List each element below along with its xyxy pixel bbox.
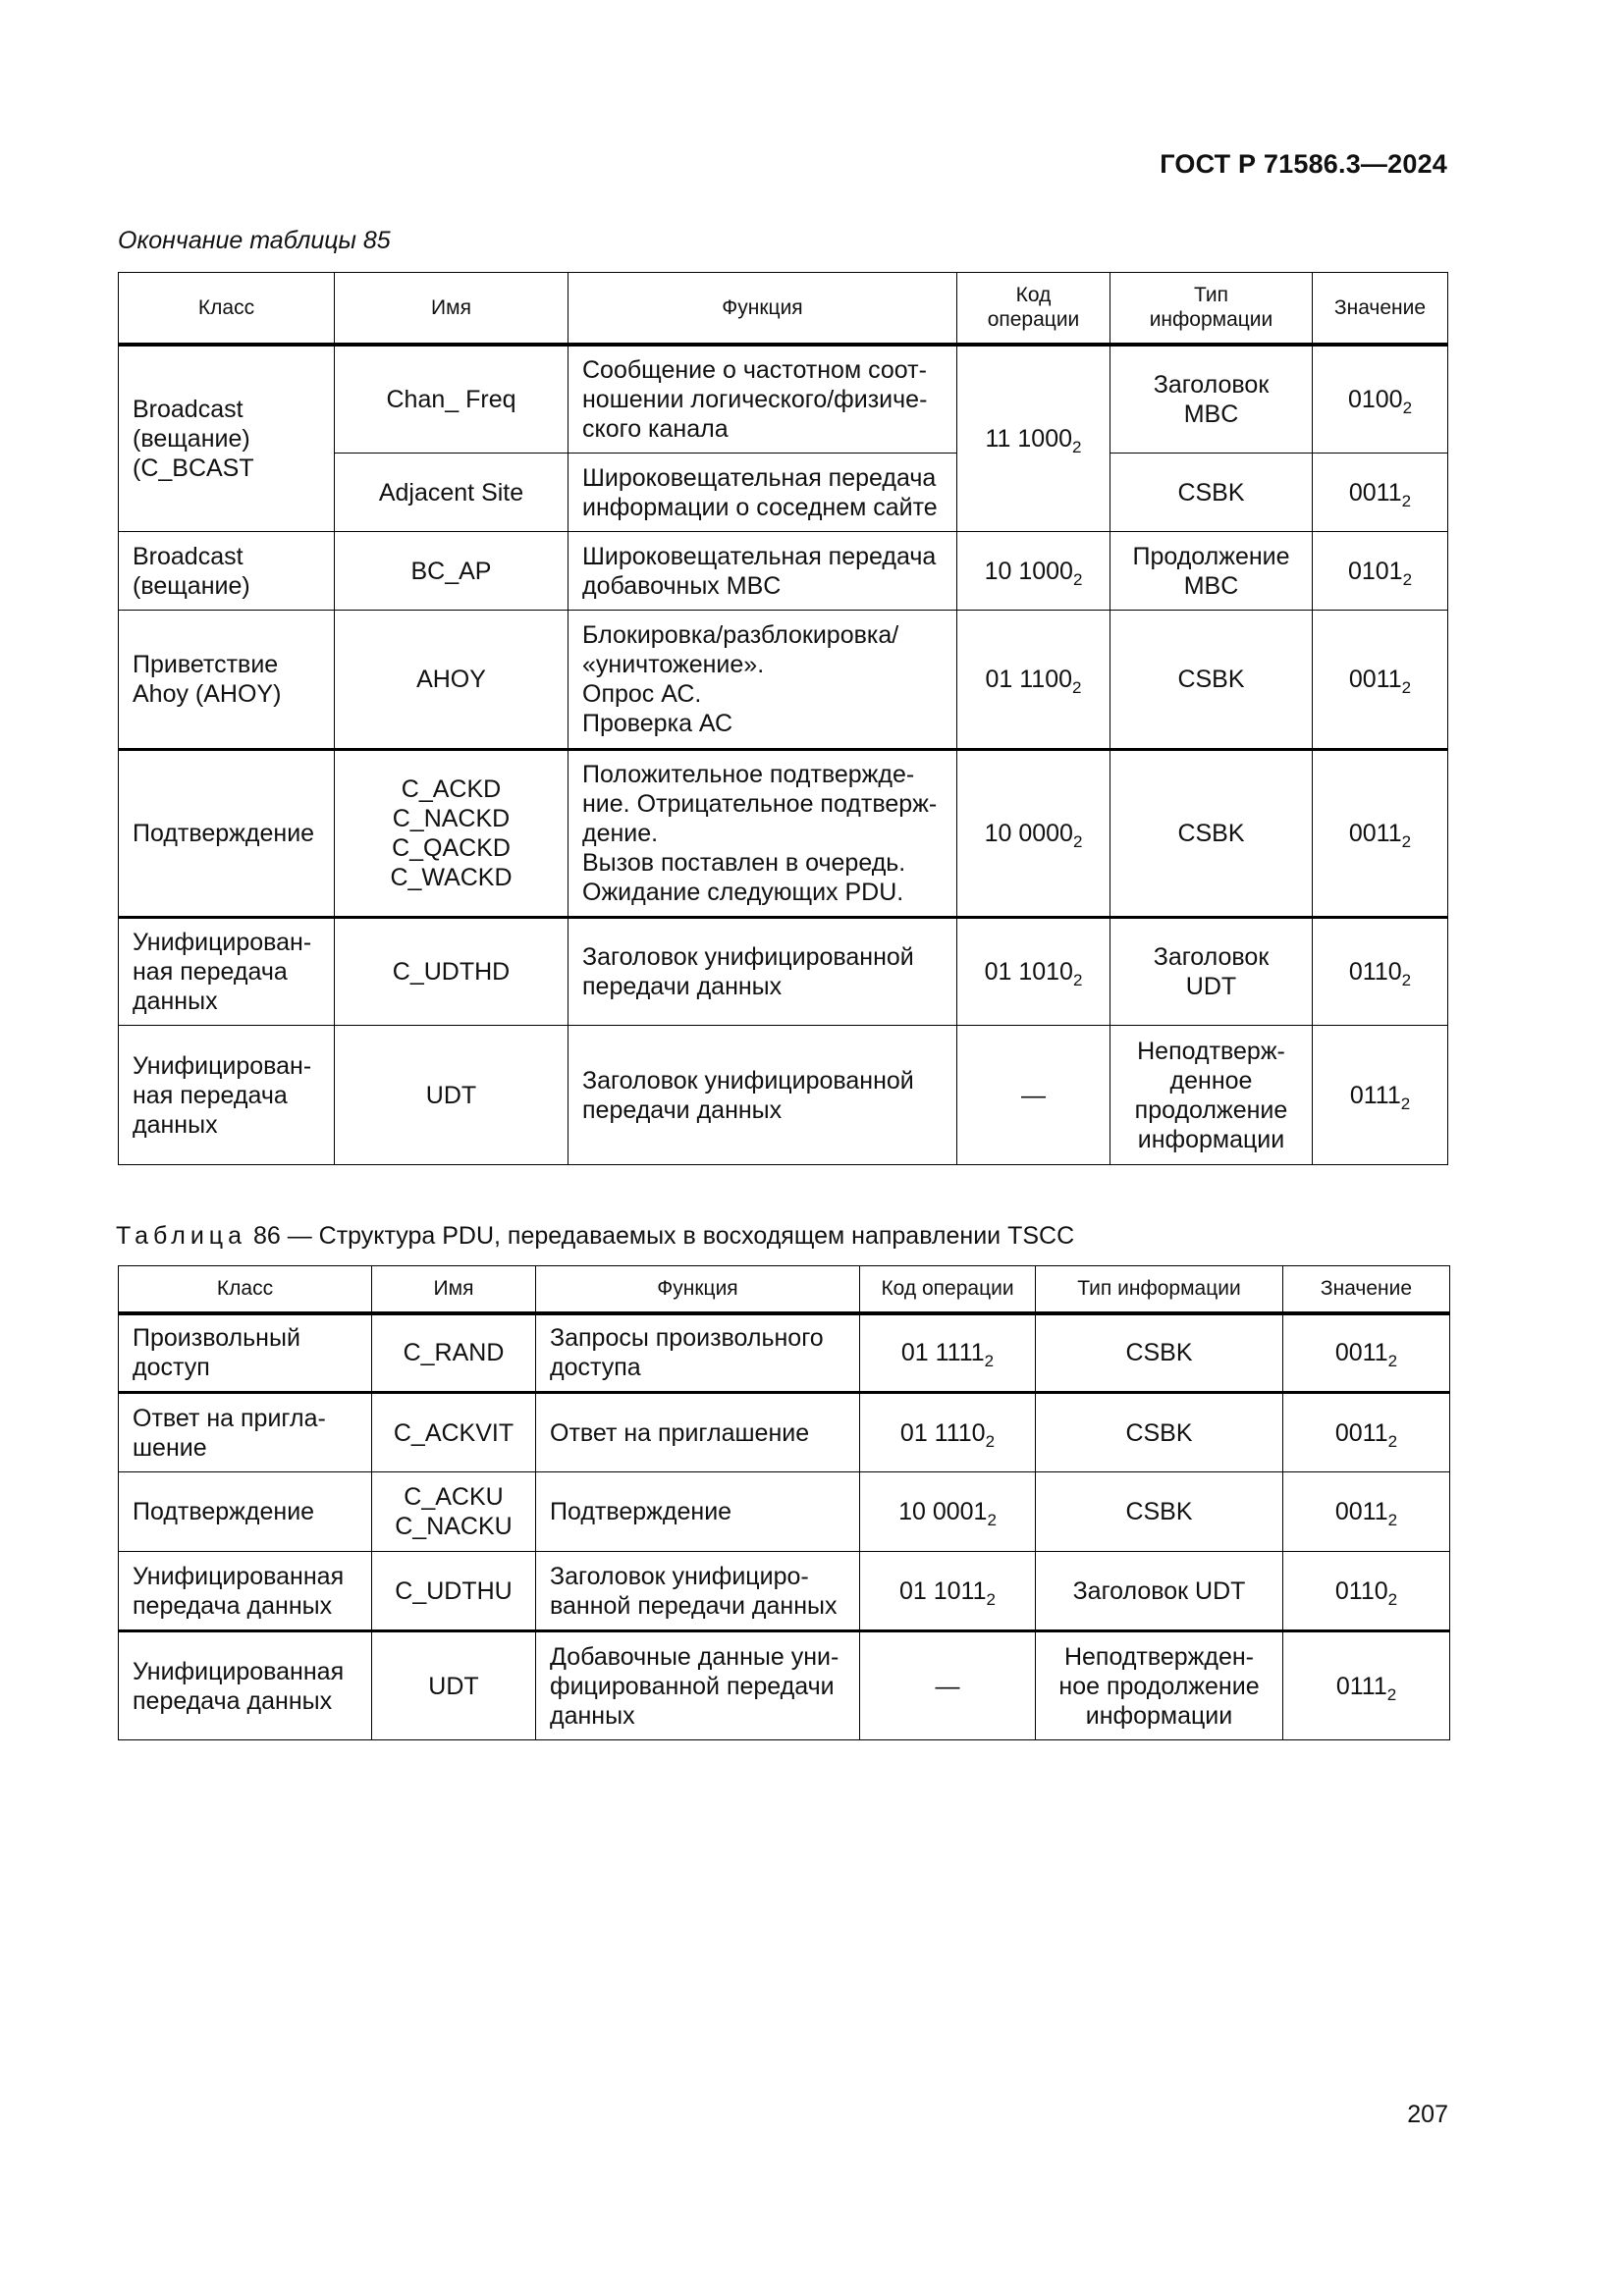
opcode-base: 2 bbox=[1072, 569, 1083, 589]
value-digits: 0110 bbox=[1334, 1576, 1388, 1605]
value-base: 2 bbox=[1386, 1684, 1397, 1704]
cell-value bbox=[1313, 454, 1448, 532]
value-digits: 0011 bbox=[1334, 1498, 1388, 1525]
cell-function: Положительное подтвержде- ние. Отрицательное подтверж- дение. Вызов поставлен в очередь. Ожидание следующих PDU. bbox=[568, 750, 957, 918]
cell-info-type: CSBK bbox=[1036, 1393, 1283, 1472]
cell-info-type: CSBK bbox=[1036, 1313, 1283, 1393]
table-header-row bbox=[119, 1266, 1450, 1313]
table-row bbox=[119, 750, 1448, 918]
value-base: 2 bbox=[1402, 569, 1413, 589]
table-row bbox=[119, 1472, 1450, 1552]
cell-opcode bbox=[957, 750, 1110, 918]
table-86-caption bbox=[116, 1222, 1074, 1251]
cell-value bbox=[1313, 345, 1448, 454]
table-header-row bbox=[119, 273, 1448, 345]
opcode-base: 2 bbox=[986, 1589, 996, 1609]
cell-opcode bbox=[860, 1393, 1036, 1472]
opcode-digits: 10 0001 bbox=[898, 1498, 988, 1525]
value-base: 2 bbox=[1387, 1352, 1398, 1371]
cell-info-type: Неподтвержден- ное продолжение информации bbox=[1036, 1631, 1283, 1740]
cell-function: Ответ на приглашение bbox=[536, 1393, 860, 1472]
cell-class: Broadcast (вещание) bbox=[119, 532, 335, 611]
table-row bbox=[119, 1313, 1450, 1393]
value-digits: 0011 bbox=[1334, 1339, 1388, 1367]
cell-name: BC_AP bbox=[335, 532, 568, 611]
cell-name: UDT bbox=[335, 1026, 568, 1165]
cell-function: Широковещательная передача информации о соседнем сайте bbox=[568, 454, 957, 532]
cell-opcode bbox=[860, 1552, 1036, 1631]
cell-value bbox=[1313, 750, 1448, 918]
table-85 bbox=[118, 272, 1448, 1165]
document-standard-header: ГОСТ Р 71586.3—2024 bbox=[1160, 149, 1447, 179]
opcode-digits: 01 1011 bbox=[899, 1576, 987, 1605]
cell-info-type: CSBK bbox=[1036, 1472, 1283, 1552]
cell-name: C_ACKVIT bbox=[372, 1393, 536, 1472]
cell-name: C_ACKU C_NACKU bbox=[372, 1472, 536, 1552]
cell-info-type: CSBK bbox=[1110, 454, 1313, 532]
cell-name: UDT bbox=[372, 1631, 536, 1740]
opcode-digits: 10 1000 bbox=[984, 557, 1073, 585]
column-header-info-type: Тип информации bbox=[1036, 1266, 1283, 1313]
cell-function: Заголовок унифициро- ванной передачи данных bbox=[536, 1552, 860, 1631]
column-header-class: Класс bbox=[119, 1266, 372, 1313]
cell-name: C_UDTHD bbox=[335, 918, 568, 1026]
cell-info-type: Заголовок UDT bbox=[1036, 1552, 1283, 1631]
opcode-digits: 01 1010 bbox=[984, 958, 1073, 986]
table-row bbox=[119, 532, 1448, 611]
cell-name: C_RAND bbox=[372, 1313, 536, 1393]
value-base: 2 bbox=[1400, 1094, 1411, 1113]
cell-class: Унифицирован- ная передача данных bbox=[119, 1026, 335, 1165]
cell-class: Подтверждение bbox=[119, 1472, 372, 1552]
value-digits: 0011 bbox=[1348, 666, 1402, 693]
opcode-base: 2 bbox=[1072, 971, 1083, 989]
opcode-base: 2 bbox=[985, 1431, 996, 1451]
cell-opcode: — bbox=[957, 1026, 1110, 1165]
value-digits: 0111 bbox=[1335, 1672, 1387, 1700]
cell-function: Заголовок унифицированной передачи данных bbox=[568, 918, 957, 1026]
table-85-continuation-label: Окончание таблицы 85 bbox=[118, 227, 391, 254]
cell-name: AHOY bbox=[335, 611, 568, 750]
cell-info-type: Продолжение MBC bbox=[1110, 532, 1313, 611]
value-digits: 0011 bbox=[1334, 1418, 1388, 1447]
cell-opcode: — bbox=[860, 1631, 1036, 1740]
cell-value bbox=[1283, 1631, 1450, 1740]
cell-info-type: CSBK bbox=[1110, 611, 1313, 750]
cell-name: Chan_ Freq bbox=[335, 345, 568, 454]
table-row bbox=[119, 1552, 1450, 1631]
cell-function: Широковещательная передача добавочных MBC bbox=[568, 532, 957, 611]
cell-function: Подтверждение bbox=[536, 1472, 860, 1552]
column-header-name: Имя bbox=[335, 273, 568, 345]
value-base: 2 bbox=[1387, 1511, 1398, 1529]
cell-value bbox=[1283, 1313, 1450, 1393]
table-row bbox=[119, 1393, 1450, 1472]
cell-opcode bbox=[860, 1313, 1036, 1393]
table-row bbox=[119, 1026, 1448, 1165]
value-digits: 0011 bbox=[1348, 478, 1402, 507]
cell-opcode bbox=[957, 918, 1110, 1026]
cell-value bbox=[1283, 1393, 1450, 1472]
cell-function: Запросы произвольного доступа bbox=[536, 1313, 860, 1393]
cell-opcode bbox=[860, 1472, 1036, 1552]
cell-info-type: Заголовок UDT bbox=[1110, 918, 1313, 1026]
column-header-opcode: Код операции bbox=[957, 273, 1110, 345]
cell-value bbox=[1313, 918, 1448, 1026]
column-header-function: Функция bbox=[536, 1266, 860, 1313]
table-row bbox=[119, 1631, 1450, 1740]
column-header-name: Имя bbox=[372, 1266, 536, 1313]
opcode-base: 2 bbox=[1072, 437, 1082, 456]
cell-function: Блокировка/разблокировка/ «уничтожение». Опрос АС. Проверка АС bbox=[568, 611, 957, 750]
value-base: 2 bbox=[1387, 1431, 1398, 1451]
cell-function: Заголовок унифицированной передачи данных bbox=[568, 1026, 957, 1165]
cell-class: Унифицирован- ная передача данных bbox=[119, 918, 335, 1026]
cell-info-type: Неподтверж- денное продолжение информации bbox=[1110, 1026, 1313, 1165]
opcode-digits: 01 1110 bbox=[899, 1418, 986, 1447]
caption-prefix: Таблица bbox=[116, 1222, 247, 1250]
value-base: 2 bbox=[1387, 1589, 1398, 1609]
cell-value bbox=[1313, 532, 1448, 611]
cell-class: Унифицированная передача данных bbox=[119, 1552, 372, 1631]
opcode-digits: 01 1111 bbox=[900, 1339, 985, 1367]
cell-info-type: Заголовок MBC bbox=[1110, 345, 1313, 454]
opcode-digits: 10 0000 bbox=[984, 820, 1073, 847]
table-row bbox=[119, 918, 1448, 1026]
value-digits: 0111 bbox=[1349, 1081, 1401, 1109]
cell-class: Произвольный доступ bbox=[119, 1313, 372, 1393]
cell-class: Подтверждение bbox=[119, 750, 335, 918]
cell-opcode bbox=[957, 611, 1110, 750]
value-base: 2 bbox=[1401, 491, 1412, 510]
value-base: 2 bbox=[1402, 398, 1413, 417]
opcode-base: 2 bbox=[1072, 678, 1082, 697]
opcode-base: 2 bbox=[1072, 832, 1083, 851]
column-header-opcode: Код операции bbox=[860, 1266, 1036, 1313]
cell-function: Сообщение о частотном соот- ношении логического/физиче- ского канала bbox=[568, 345, 957, 454]
cell-function: Добавочные данные уни- фицированной передачи данных bbox=[536, 1631, 860, 1740]
cell-name: C_ACKD C_NACKD C_QACKD C_WACKD bbox=[335, 750, 568, 918]
cell-opcode bbox=[957, 532, 1110, 611]
value-base: 2 bbox=[1401, 971, 1412, 989]
opcode-base: 2 bbox=[984, 1352, 995, 1371]
column-header-class: Класс bbox=[119, 273, 335, 345]
column-header-info-type: Тип информации bbox=[1110, 273, 1313, 345]
value-digits: 0100 bbox=[1347, 385, 1403, 413]
opcode-base: 2 bbox=[987, 1511, 997, 1529]
value-base: 2 bbox=[1401, 832, 1412, 851]
table-86 bbox=[118, 1265, 1450, 1740]
value-base: 2 bbox=[1401, 678, 1412, 697]
column-header-value: Значение bbox=[1313, 273, 1448, 345]
value-digits: 0110 bbox=[1348, 958, 1402, 986]
cell-name: Adjacent Site bbox=[335, 454, 568, 532]
caption-text: 86 — Структура PDU, передаваемых в восходящем направлении TSCC bbox=[246, 1222, 1075, 1250]
table-row bbox=[119, 345, 1448, 454]
cell-class: Broadcast (вещание) (C_BCAST bbox=[119, 345, 335, 532]
cell-opcode bbox=[957, 345, 1110, 532]
cell-value bbox=[1283, 1552, 1450, 1631]
cell-name: C_UDTHU bbox=[372, 1552, 536, 1631]
value-digits: 0011 bbox=[1348, 820, 1402, 847]
table-row bbox=[119, 611, 1448, 750]
cell-class: Унифицированная передача данных bbox=[119, 1631, 372, 1740]
value-digits: 0101 bbox=[1347, 557, 1403, 585]
page-number: 207 bbox=[1407, 2101, 1448, 2128]
cell-class: Ответ на пригла- шение bbox=[119, 1393, 372, 1472]
column-header-function: Функция bbox=[568, 273, 957, 345]
opcode-digits: 01 1100 bbox=[985, 666, 1073, 693]
cell-value bbox=[1283, 1472, 1450, 1552]
column-header-value: Значение bbox=[1283, 1266, 1450, 1313]
cell-info-type: CSBK bbox=[1110, 750, 1313, 918]
cell-class: Приветствие Ahoy (AHOY) bbox=[119, 611, 335, 750]
cell-value bbox=[1313, 611, 1448, 750]
cell-value bbox=[1313, 1026, 1448, 1165]
opcode-digits: 11 1000 bbox=[985, 424, 1073, 453]
